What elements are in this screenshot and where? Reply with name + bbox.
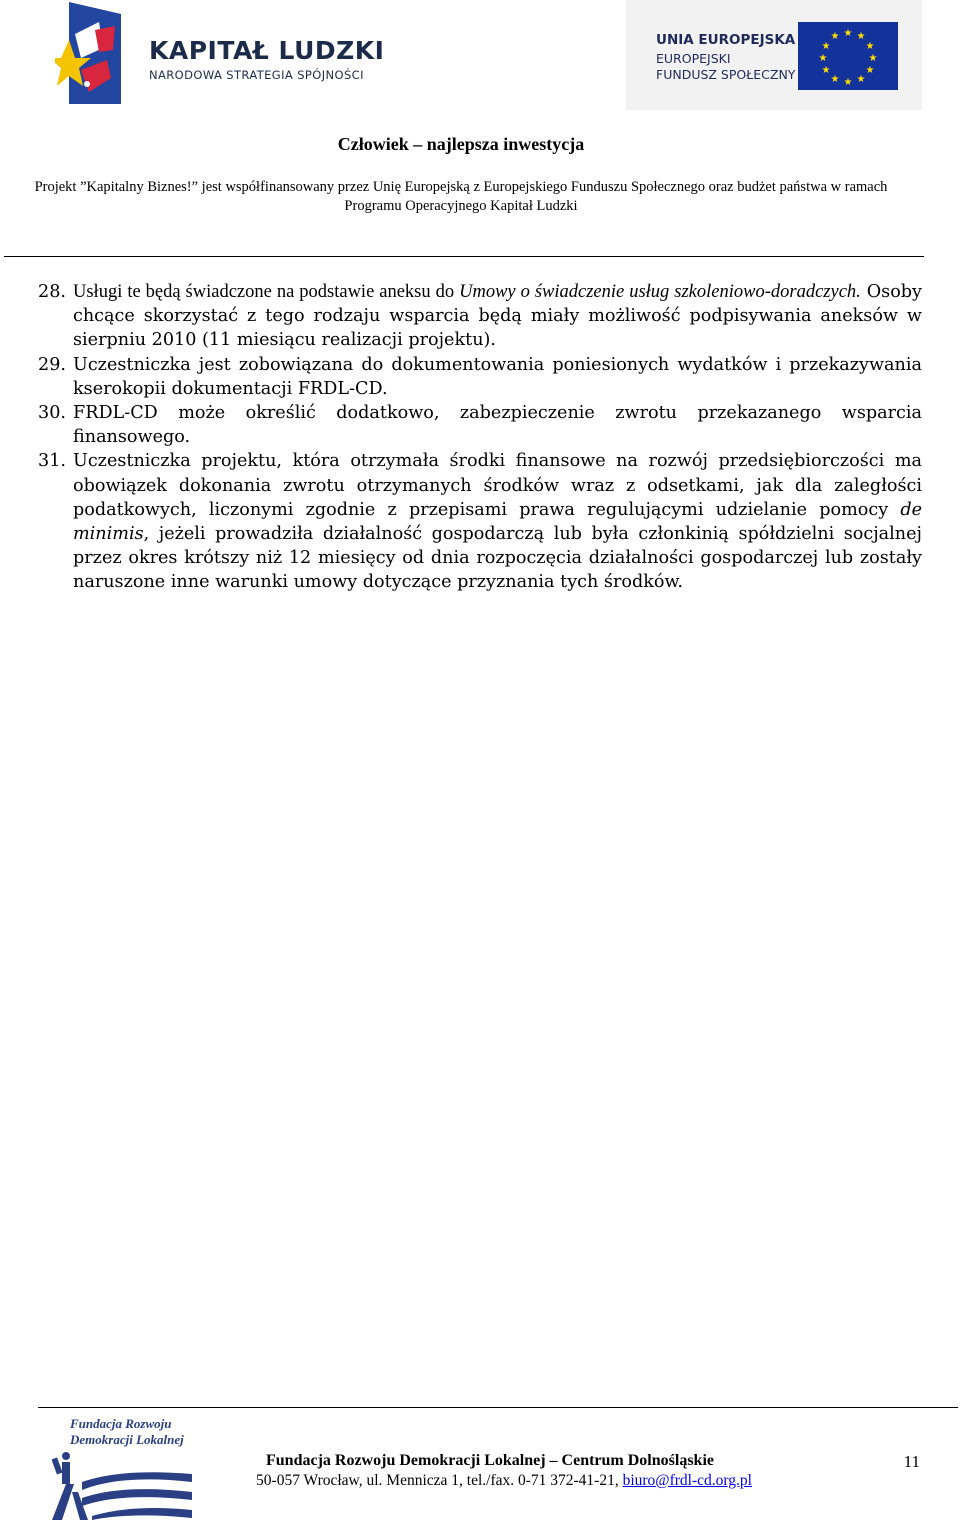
list-item-text-part: Uczestniczka projektu, która otrzymała środki finansowe na rozwój przedsiębiorczości ma obowiązek dokonania zwrotu otrzymanych środków wraz z odsetkami, jak dla zaległości podatkowych, liczonymi zgodnie z przepisami prawa regulującymi udzielanie pomocy — [73, 451, 922, 520]
kapital-ludzki-subtitle: NARODOWA STRATEGIA SPÓJNOŚCI — [149, 68, 364, 82]
project-funding-note — [0, 178, 922, 216]
slogan: Człowiek – najlepsza inwestycja — [337, 134, 585, 154]
list-item-text-part: Osoby chcące skorzystać z tego rodzaju wsparcia będą miały możliwość podpisywania aneksów w sierpniu 2010 (11 miesiącu realizacji projektu). — [73, 282, 922, 351]
svg-text:★: ★ — [821, 65, 831, 76]
eu-flag-icon — [798, 22, 898, 90]
footer-address-text: 50-057 Wrocław, ul. Mennicza 1, tel./fax. 0-71 372-41-21, — [256, 1472, 623, 1489]
eu-logo-line1: UNIA EUROPEJSKA — [656, 32, 796, 48]
list-item-text: FRDL-CD może określić dodatkowo, zabezpieczenie zwrotu przekazanego wsparcia finansowego. — [73, 403, 922, 448]
list-item-number: 31. — [38, 451, 66, 472]
list-item-number: 29. — [38, 354, 66, 375]
header-divider — [4, 256, 924, 257]
document-body — [38, 280, 922, 595]
eu-logo-line3: FUNDUSZ SPOŁECZNY — [656, 67, 796, 82]
project-funding-line2: Programu Operacyjnego Kapitał Ludzki — [344, 198, 578, 214]
footer-divider — [38, 1407, 958, 1408]
footer-address — [214, 1472, 794, 1490]
list-item-text-part: , jeżeli prowadziła działalność gospodarczą lub była członkinią spółdzielni socjalnej przez okres krótszy niż 12 miesięcy od dnia rozpoczęcia działalności gospodarczej lub zostały naruszone inne warunki umowy dotyczące przyznania tych środków. — [73, 524, 922, 593]
list-item-italic-part: Umowy o świadczenie usług szkoleniowo-doradczych. — [459, 282, 861, 302]
list-item-number: 28. — [38, 282, 66, 302]
svg-text:★: ★ — [868, 53, 878, 64]
svg-text:★: ★ — [843, 77, 853, 88]
eu-logo — [626, 0, 922, 110]
list-item — [38, 353, 922, 401]
list-item-text: Uczestniczka jest zobowiązana do dokumentowania poniesionych wydatków i przekazywania kserokopii dokumentacji FRDL-CD. — [73, 354, 922, 399]
list-item-text — [73, 449, 922, 594]
list-item — [38, 280, 922, 353]
frdl-logo-line2: Demokracji Lokalnej — [70, 1432, 184, 1447]
footer-organization: Fundacja Rozwoju Demokracji Lokalnej – Centrum Dolnośląskie — [266, 1452, 714, 1469]
footer-email-link[interactable]: biuro@frdl-cd.org.pl — [622, 1472, 752, 1489]
svg-text:★: ★ — [865, 41, 875, 52]
frdl-logo-line1: Fundacja Rozwoju — [70, 1416, 172, 1431]
list-item-text-part: Usługi te będą świadczone na podstawie aneksu do — [73, 282, 460, 302]
kapital-ludzki-emblem-icon — [55, 0, 145, 110]
list-item — [38, 449, 922, 594]
svg-text:★: ★ — [856, 74, 866, 85]
svg-text:★: ★ — [818, 53, 828, 64]
list-item-number: 30. — [38, 403, 66, 424]
svg-text:★: ★ — [830, 74, 840, 85]
svg-text:★: ★ — [830, 31, 840, 42]
svg-text:★: ★ — [865, 65, 875, 76]
list-item-text — [73, 280, 922, 353]
project-funding-line1: Projekt ”Kapitalny Biznes!” jest współfinansowany przez Unię Europejską z Europejskiego Funduszu Społecznego oraz budżet państwa w ramach — [34, 179, 888, 195]
frdl-emblem-icon — [52, 1412, 197, 1522]
list-item-italic-part: de minimis — [73, 499, 922, 545]
kapital-ludzki-logo — [55, 0, 400, 110]
frdl-logo — [52, 1412, 197, 1522]
svg-text:★: ★ — [856, 31, 866, 42]
svg-text:★: ★ — [843, 28, 853, 39]
page-number: 11 — [903, 1452, 920, 1471]
list-item — [38, 401, 922, 449]
eu-logo-line2: EUROPEJSKI — [656, 51, 731, 66]
kapital-ludzki-title: KAPITAŁ LUDZKI — [149, 36, 385, 65]
svg-text:★: ★ — [821, 41, 831, 52]
